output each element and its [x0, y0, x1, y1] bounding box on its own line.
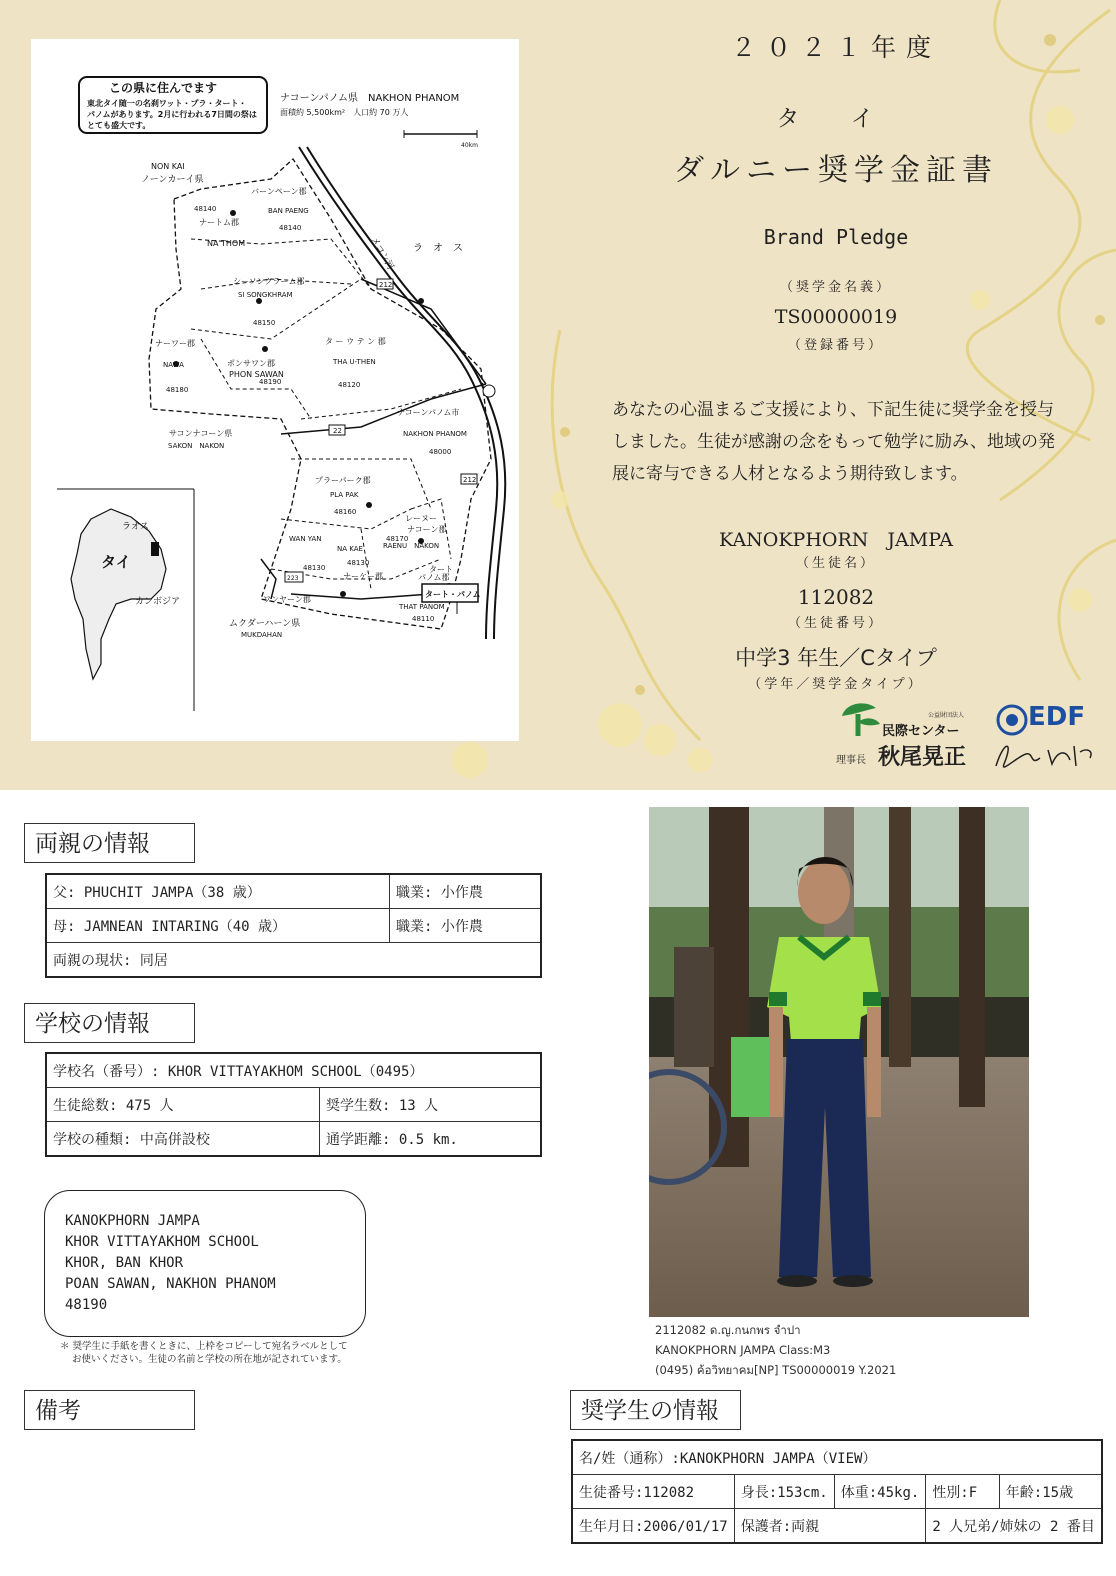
address-note-line: お使いください。生徒の名前と学校の所在地が記されています。	[72, 1354, 347, 1365]
org-name: 民際センター	[882, 724, 960, 739]
address-label	[44, 1190, 366, 1337]
address-line: KANOKPHORN JAMPA	[65, 1213, 200, 1229]
map-label: NAWA	[163, 361, 184, 369]
address-note	[60, 1340, 380, 1366]
map-label: ポンサワン郡	[227, 359, 275, 368]
map-label: タ ー ウ テ ン 郡	[325, 337, 386, 346]
map-label: サコンナコーン県	[169, 429, 233, 438]
address-line: 48190	[65, 1297, 108, 1313]
map-label: 48120	[338, 381, 361, 389]
map-label: レーヌー	[405, 514, 437, 523]
map-label: ナーケー郡	[343, 572, 383, 581]
map-label: ムクダーハーン県	[229, 619, 301, 629]
inset-thai: タイ	[101, 553, 131, 571]
address-line: POAN SAWAN, NAKHON PHANOM	[65, 1276, 276, 1292]
map-label: NA KAE	[337, 545, 363, 553]
photo-caption	[655, 1320, 896, 1380]
map-label: パノム郡	[418, 573, 450, 582]
table-row	[46, 1122, 541, 1157]
map-label: 212	[379, 281, 393, 289]
remarks-heading: 備考	[24, 1390, 195, 1430]
map-label: 212	[463, 476, 477, 484]
map-label: WAN YAN	[289, 535, 322, 543]
table-row	[572, 1440, 1102, 1475]
mother-info: 母: JAMNEAN INTARING（40 歳）	[46, 909, 390, 943]
school-name: 学校名（番号）: KHOR VITTAYAKHOM SCHOOL（0495）	[46, 1053, 541, 1088]
map-label: 223	[287, 575, 299, 582]
caption-line: KANOKPHORN JAMPA Class:M3	[655, 1343, 831, 1357]
certificate-title: ダルニー奨学金証書	[674, 153, 998, 188]
certificate-year: ２０２１年度	[730, 33, 941, 62]
map-label: 48000	[429, 448, 452, 456]
map-label: シーソンクラーム郡	[233, 277, 305, 286]
map-label: タート・パノム	[425, 590, 481, 599]
map-label: メコン河	[368, 235, 396, 272]
registration-number: TS00000019	[774, 306, 898, 328]
scholar-siblings: 2 人兄弟/姉妹の 2 番目	[926, 1509, 1102, 1544]
map-label: 48150	[253, 319, 276, 327]
student-name: KANOKPHORN JAMPA	[719, 529, 953, 551]
table-row	[572, 1509, 1102, 1544]
address-line: KHOR, BAN KHOR	[65, 1255, 184, 1271]
edf-signature	[990, 736, 1100, 776]
map-label: SI SONGKHRAM	[238, 291, 293, 299]
org-leaf-icon	[836, 698, 882, 738]
certificate-country: タ イ	[776, 106, 896, 132]
map-label: NON KAI	[151, 162, 185, 171]
map-label: バーンペーン郡	[251, 187, 307, 196]
certificate-message: あなたの心温まるご支援により、下記生徒に奨学金を授与しました。生徒が感謝の念をもって勉学に励み、地域の発展に寄与できる人材となるよう期待致します。	[612, 400, 1056, 484]
student-photo	[649, 807, 1029, 1317]
school-table	[45, 1052, 542, 1157]
map-label: 48140	[194, 205, 217, 213]
mother-job: 職業: 小作農	[390, 909, 542, 943]
scholar-age: 年齢:15歳	[999, 1475, 1102, 1509]
map-scale: 40km	[461, 142, 478, 149]
inset-cambodia: カンボジア	[135, 597, 181, 607]
father-job: 職業: 小作農	[390, 874, 542, 909]
org-small-label: 公益財団法人	[928, 712, 965, 719]
scholarship-name: Brand Pledge	[763, 225, 909, 249]
map-label: 48180	[166, 386, 189, 394]
map-label: PLA PAK	[330, 491, 359, 499]
table-row	[46, 909, 541, 943]
map-label: ノーンカーイ県	[141, 175, 204, 185]
map-label: BAN PAENG	[268, 207, 309, 215]
parents-status: 両親の現状: 同居	[46, 943, 541, 978]
signature-area	[836, 696, 1106, 776]
scholar-student-no: 生徒番号:112082	[572, 1475, 734, 1509]
table-row	[46, 874, 541, 909]
map-label: ナコーンパノム市	[397, 408, 460, 417]
map-label: 48110	[412, 615, 435, 623]
grade-type: 中学3 年生／Cタイプ	[735, 646, 937, 670]
chair-label: 理事長	[836, 755, 866, 766]
parents-table	[45, 873, 542, 978]
map-drawing	[31, 39, 519, 741]
map-label: ナートム郡	[199, 218, 239, 227]
father-info: 父: PHUCHIT JAMPA（38 歳）	[46, 874, 390, 909]
scholar-table	[571, 1439, 1103, 1544]
scholar-weight: 体重:45kg.	[834, 1475, 926, 1509]
edf-emblem-icon	[996, 704, 1028, 736]
school-scholars: 奨学生数: 13 人	[320, 1088, 542, 1122]
map-label: SAKON NAKON	[168, 442, 225, 450]
table-row	[572, 1475, 1102, 1509]
province-map	[31, 39, 519, 741]
caption-line: 2112082 ด.ญ.กนกพร จำปา	[655, 1323, 801, 1337]
map-box-title: この県に住んでます	[109, 81, 218, 95]
map-label: MUKDAHAN	[241, 631, 283, 639]
chair-signature: 秋尾晃正	[878, 744, 967, 770]
edf-logo: EDF	[1028, 702, 1086, 732]
registration-number-label: （登録番号）	[787, 338, 884, 353]
inset-laos: ラオス	[122, 522, 149, 532]
school-total-students: 生徒総数: 475 人	[46, 1088, 320, 1122]
map-box-text: パノムがあります。2月に行われる7日間の祭は	[87, 110, 257, 119]
scholar-name: 名/姓（通称）:KANOKPHORN JAMPA（VIEW）	[572, 1440, 1102, 1475]
map-label: 48130	[303, 564, 326, 572]
map-area: 面積約 5,500km² 人口約 70 万人	[280, 108, 409, 117]
map-label: 48160	[334, 508, 357, 516]
school-type: 学校の種類: 中高併設校	[46, 1122, 320, 1157]
caption-line: (0495) ค้อวิทยาคม[NP] TS00000019 Y.2021	[655, 1363, 897, 1377]
map-label: ラ オ ス	[413, 243, 463, 254]
student-number-label: （生徒番号）	[787, 616, 884, 631]
map-label: 48140	[279, 224, 302, 232]
map-label: RAENU NAKON	[383, 542, 440, 550]
grade-type-label: （学年／奨学金タイプ）	[748, 677, 924, 692]
map-label: 22	[333, 427, 342, 435]
map-label: 48190	[259, 378, 282, 386]
map-label: NAKHON PHANOM	[403, 430, 467, 438]
scholar-heading: 奨学生の情報	[570, 1390, 741, 1430]
map-label: NA THOM	[207, 239, 246, 248]
map-label: THAT PANOM	[399, 603, 445, 611]
map-box-text: とても盛大です。	[87, 121, 151, 130]
scholar-guardian: 保護者:両親	[734, 1509, 926, 1544]
scholar-height: 身長:153cm.	[734, 1475, 834, 1509]
map-province: ナコーンパノム県 NAKHON PHANOM	[280, 93, 460, 104]
parents-heading: 両親の情報	[24, 823, 195, 863]
map-label: 48130	[347, 559, 370, 567]
map-label: プラーパーク郡	[315, 476, 371, 485]
student-name-label: （生徒名）	[795, 556, 876, 571]
scholar-sex: 性別:F	[926, 1475, 999, 1509]
map-label: 48170	[386, 535, 409, 543]
map-label: ワンヤーン郡	[263, 595, 311, 604]
map-label: ナコーン郡	[407, 525, 447, 534]
school-heading: 学校の情報	[24, 1003, 195, 1043]
map-label: タート	[429, 565, 453, 574]
map-box-text: 東北タイ随一の名刹ワット・プラ・タート・	[87, 99, 247, 108]
scholarship-name-label: （奨学金名義）	[779, 280, 892, 295]
map-label: THA U-THEN	[333, 358, 376, 366]
address-line: KHOR VITTAYAKHOM SCHOOL	[65, 1234, 259, 1250]
map-label: PHON SAWAN	[229, 370, 284, 379]
map-label: ナーワー郡	[155, 339, 195, 348]
school-distance: 通学距離: 0.5 km.	[320, 1122, 542, 1157]
table-row	[46, 943, 541, 978]
scholar-birthdate: 生年月日:2006/01/17	[572, 1509, 734, 1544]
address-note-line: ＊ 奨学生に手紙を書くときに、上枠をコピーして宛名ラベルとして	[60, 1341, 348, 1352]
student-number: 112082	[797, 585, 875, 609]
table-row	[46, 1053, 541, 1088]
table-row	[46, 1088, 541, 1122]
